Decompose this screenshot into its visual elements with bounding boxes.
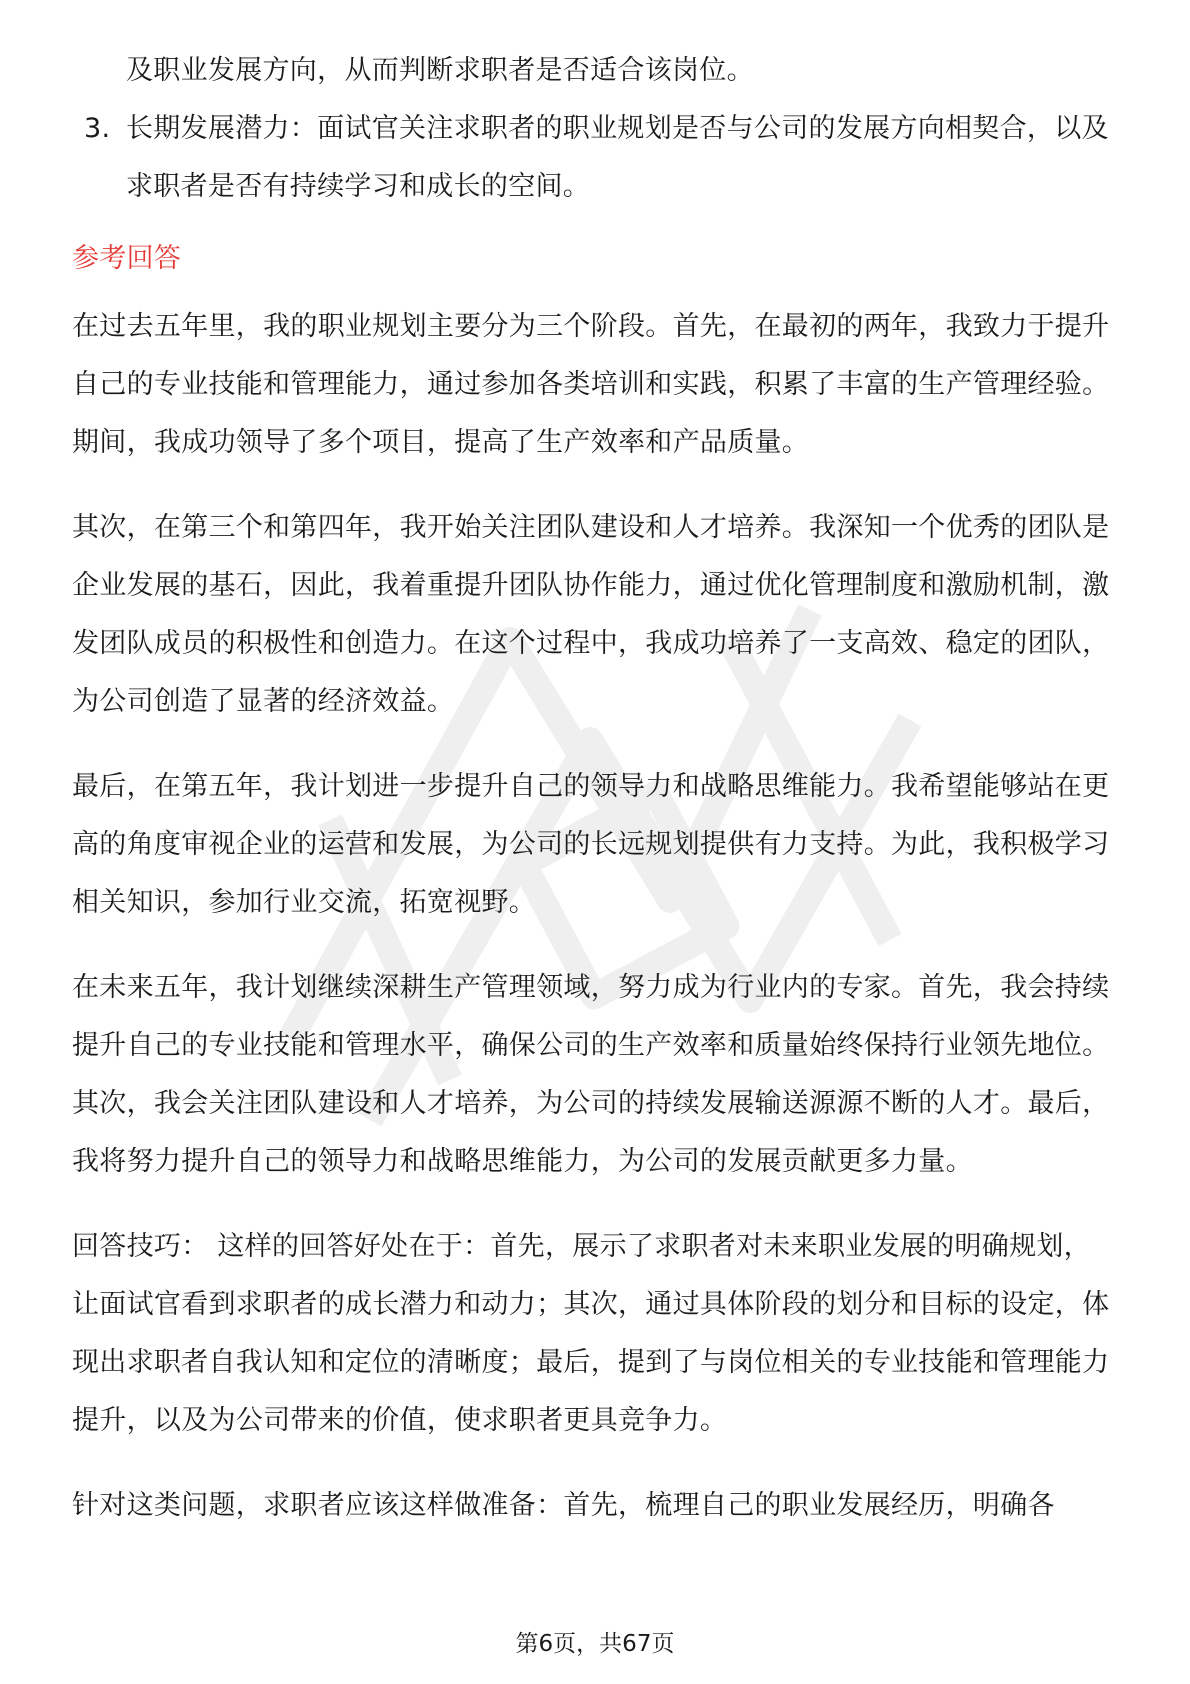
- paragraph-6: 针对这类问题，求职者应该这样做准备：首先，梳理自己的职业发展经历，明确各: [72, 1490, 1055, 1521]
- list-item-number: 3.: [84, 113, 111, 144]
- list-item-text: 长期发展潜力：面试官关注求职者的职业规划是否与公司的发展方向相契合，以及求职者是否有持续学习和成长的空间。: [126, 113, 1109, 202]
- paragraph-5: 回答技巧： 这样的回答好处在于：首先，展示了求职者对未来职业发展的明确规划，让面试官看到求职者的成长潜力和动力；其次，通过具体阶段的划分和目标的设定，体现出求职者自我认知和定位的清晰度；最后，提到了与岗位相关的专业技能和管理能力提升，以及为公司带来的价值，使求职者更具竞争力。: [72, 1231, 1110, 1436]
- section-heading: 参考回答: [72, 243, 182, 274]
- document-body: [72, 42, 1118, 1562]
- paragraph-3: 最后，在第五年，我计划进一步提升自己的领导力和战略思维能力。我希望能够站在更高的角度审视企业的运营和发展，为公司的长远规划提供有力支持。为此，我积极学习相关知识，参加行业交流，拓宽视野。: [72, 771, 1110, 918]
- intro-continuation: 及职业发展方向，从而判断求职者是否适合该岗位。: [126, 55, 754, 86]
- page-indicator: 第6页，共67页: [515, 1631, 675, 1657]
- list-item-3: [72, 100, 1118, 216]
- paragraph-2: 其次，在第三个和第四年，我开始关注团队建设和人才培养。我深知一个优秀的团队是企业发展的基石，因此，我着重提升团队协作能力，通过优化管理制度和激励机制，激发团队成员的积极性和创造力。在这个过程中，我成功培养了一支高效、稳定的团队，为公司创造了显著的经济效益。: [72, 512, 1110, 717]
- paragraph-1: 在过去五年里，我的职业规划主要分为三个阶段。首先，在最初的两年，我致力于提升自己的专业技能和管理能力，通过参加各类培训和实践，积累了丰富的生产管理经验。期间，我成功领导了多个项目，提高了生产效率和产品质量。: [72, 311, 1110, 458]
- paragraph-4: 在未来五年，我计划继续深耕生产管理领域，努力成为行业内的专家。首先，我会持续提升自己的专业技能和管理水平，确保公司的生产效率和质量始终保持行业领先地位。其次，我会关注团队建设和人才培养，为公司的持续发展输送源源不断的人才。最后，我将努力提升自己的领导力和战略思维能力，为公司的发展贡献更多力量。: [72, 972, 1110, 1177]
